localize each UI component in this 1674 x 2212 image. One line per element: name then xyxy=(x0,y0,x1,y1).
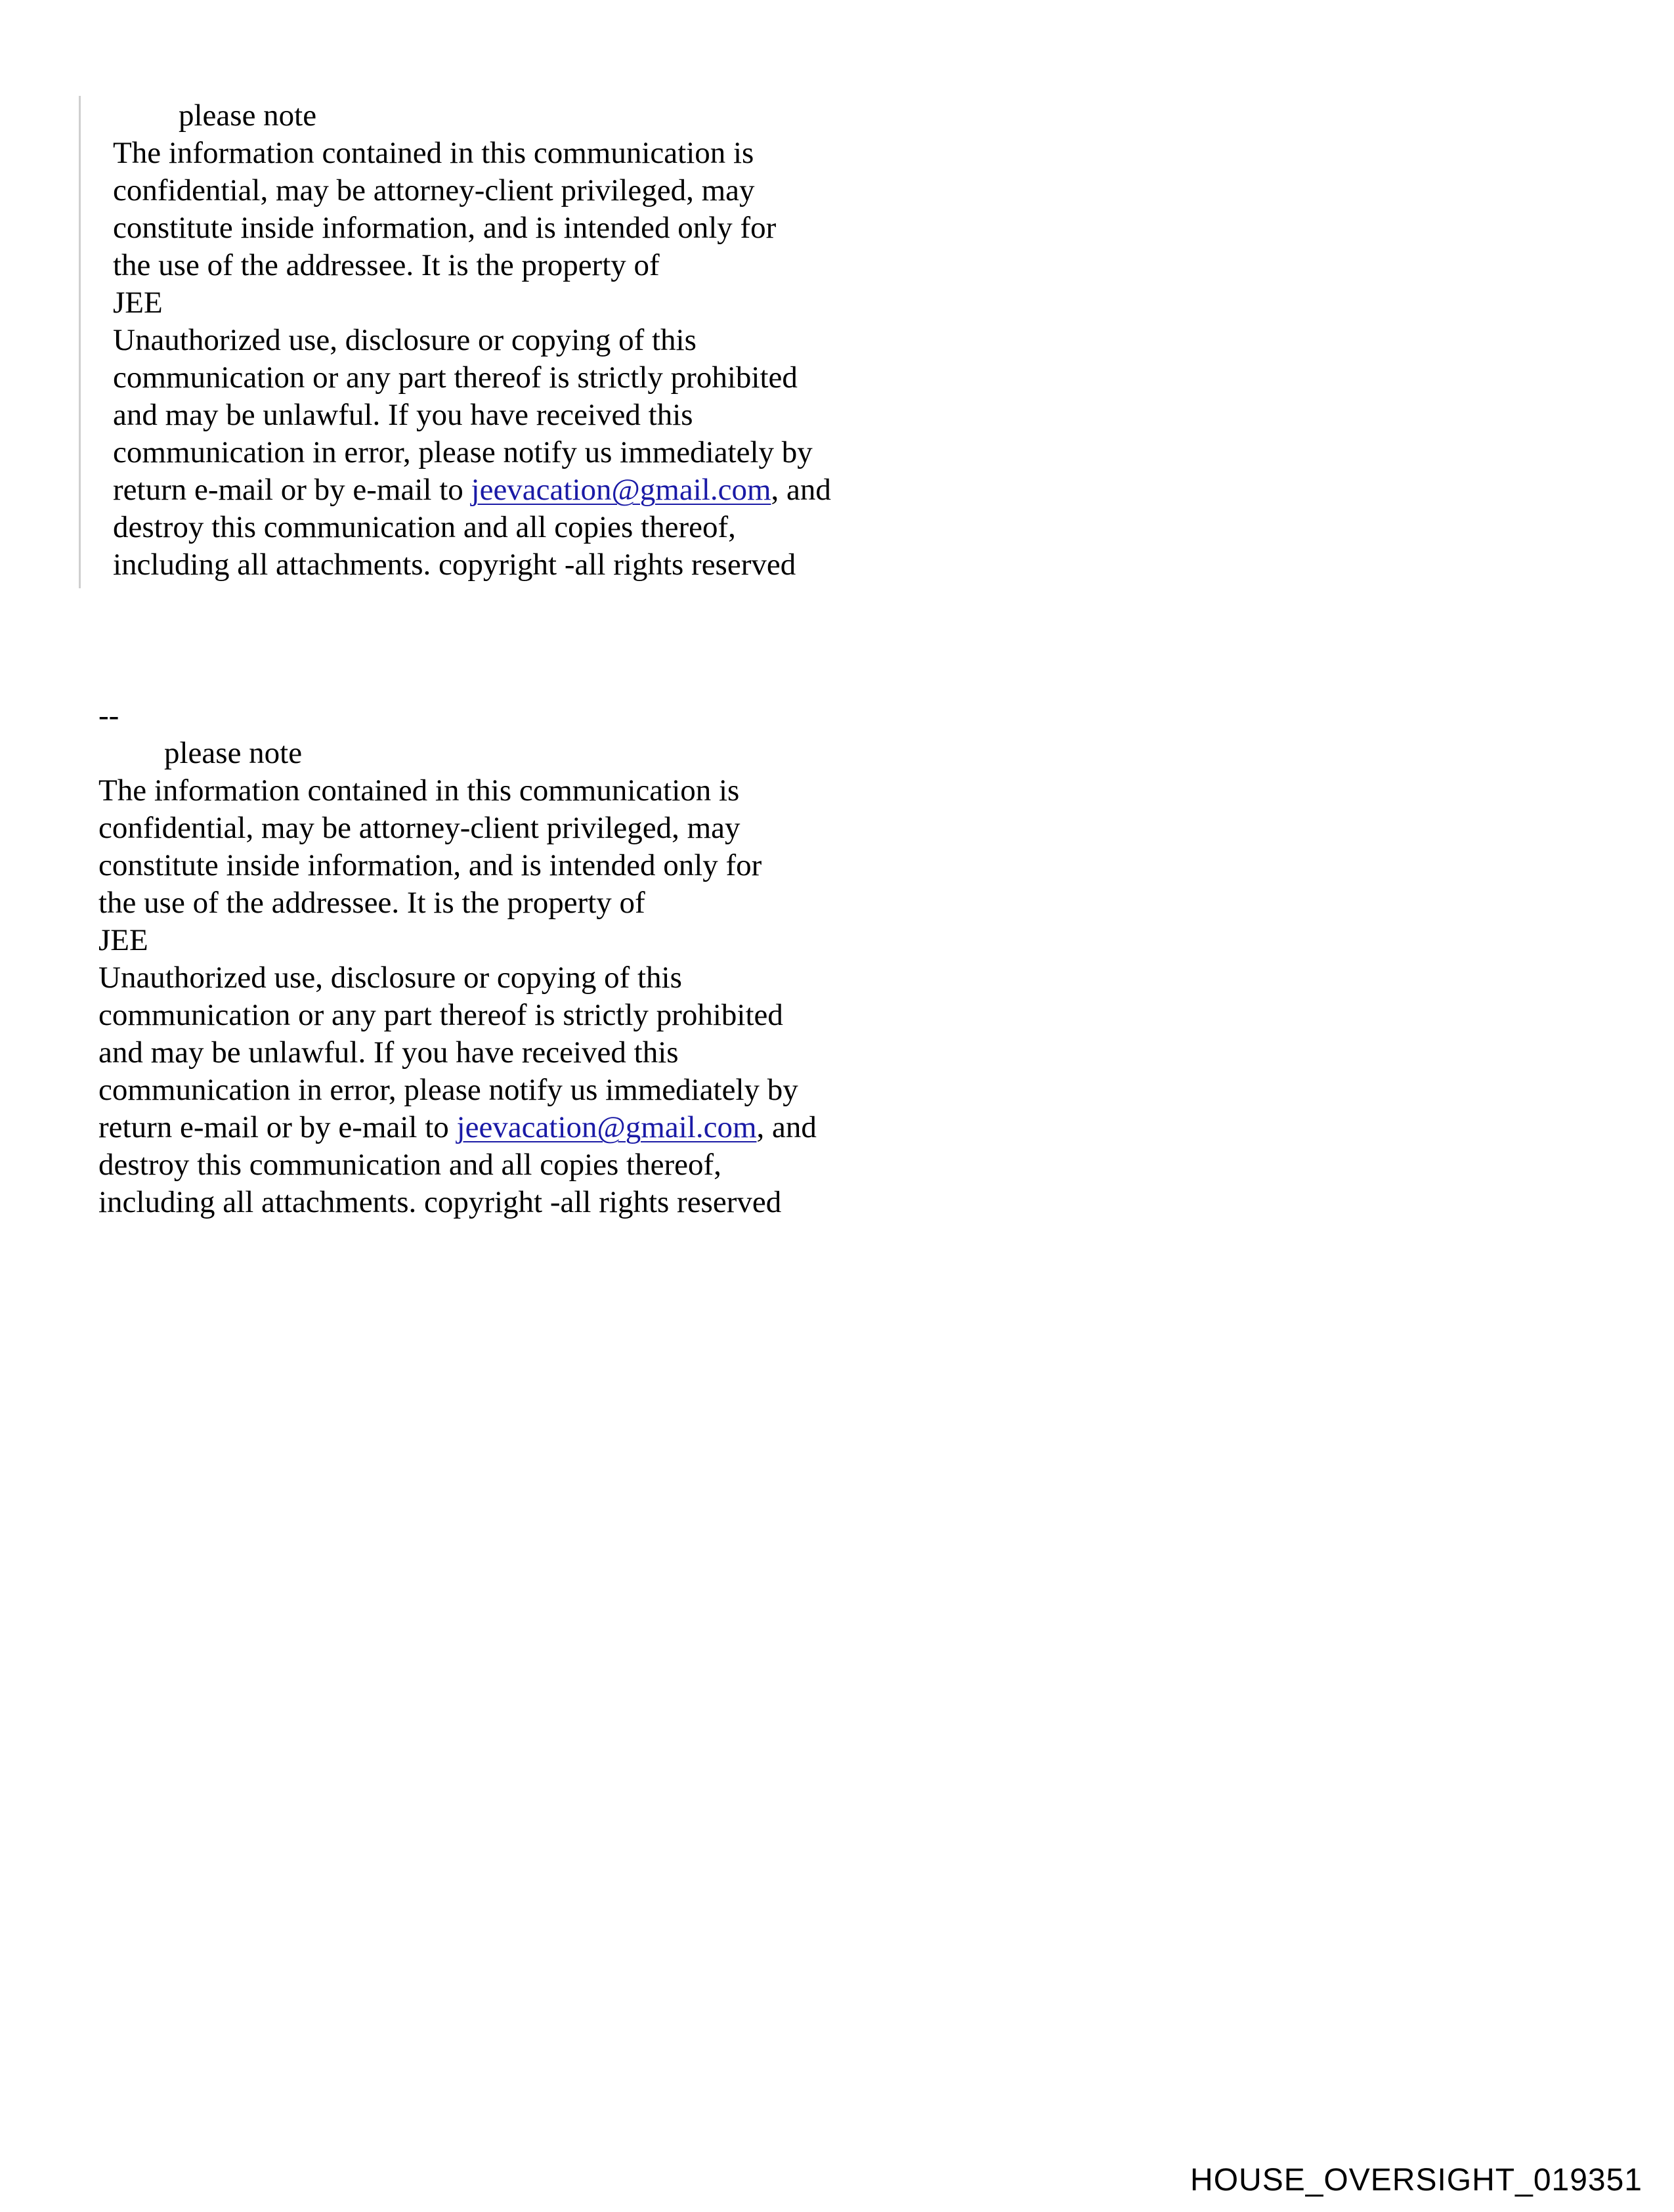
email-line-suffix: , and xyxy=(756,1110,817,1144)
disclaimer-line: including all attachments. copyright -all rights reserved xyxy=(98,1185,782,1219)
disclaimer-line: destroy this communication and all copies thereof, xyxy=(113,510,736,544)
disclaimer-line: Unauthorized use, disclosure or copying of this xyxy=(98,961,682,995)
email-line-prefix: return e-mail or by e-mail to xyxy=(98,1110,457,1144)
disclaimer-line: communication or any part thereof is strictly prohibited xyxy=(113,360,798,395)
signature-disclaimer xyxy=(98,697,817,1221)
email-line-suffix: , and xyxy=(771,473,831,507)
disclaimer-line: JEE xyxy=(113,286,163,320)
disclaimer-line: communication in error, please notify us immediately by xyxy=(98,1073,798,1107)
disclaimer-line: and may be unlawful. If you have received this xyxy=(113,398,693,432)
disclaimer-email-line xyxy=(98,1109,817,1146)
email-link[interactable]: jeevacation@gmail.com xyxy=(471,473,771,507)
disclaimer-line: The information contained in this communication is xyxy=(113,136,754,170)
disclaimer-heading: please note xyxy=(164,736,303,770)
disclaimer-line: JEE xyxy=(98,923,148,957)
disclaimer-line: confidential, may be attorney-client privileged, may xyxy=(113,173,755,207)
disclaimer-line: confidential, may be attorney-client privileged, may xyxy=(98,811,740,845)
email-link[interactable]: jeevacation@gmail.com xyxy=(456,1110,757,1144)
disclaimer-line: communication or any part thereof is strictly prohibited xyxy=(98,998,783,1032)
disclaimer-line: Unauthorized use, disclosure or copying of this xyxy=(113,323,697,357)
disclaimer-line: constitute inside information, and is intended only for xyxy=(113,211,777,245)
disclaimer-line: The information contained in this communication is xyxy=(98,773,740,808)
disclaimer-line: the use of the addressee. It is the property of xyxy=(113,248,660,282)
signature-separator: -- xyxy=(98,699,119,733)
disclaimer-line: communication in error, please notify us immediately by xyxy=(113,435,813,469)
disclaimer-heading: please note xyxy=(179,98,317,133)
email-line-prefix: return e-mail or by e-mail to xyxy=(113,473,471,507)
disclaimer-line: constitute inside information, and is intended only for xyxy=(98,848,762,882)
bates-number: HOUSE_OVERSIGHT_019351 xyxy=(1190,2163,1642,2198)
quote-bar xyxy=(79,96,81,588)
quoted-disclaimer xyxy=(113,97,831,584)
disclaimer-line: including all attachments. copyright -all rights reserved xyxy=(113,548,796,582)
disclaimer-email-line xyxy=(113,471,831,509)
disclaimer-line: the use of the addressee. It is the property of xyxy=(98,886,645,920)
disclaimer-line: and may be unlawful. If you have received this xyxy=(98,1035,679,1070)
disclaimer-line: destroy this communication and all copies thereof, xyxy=(98,1148,721,1182)
